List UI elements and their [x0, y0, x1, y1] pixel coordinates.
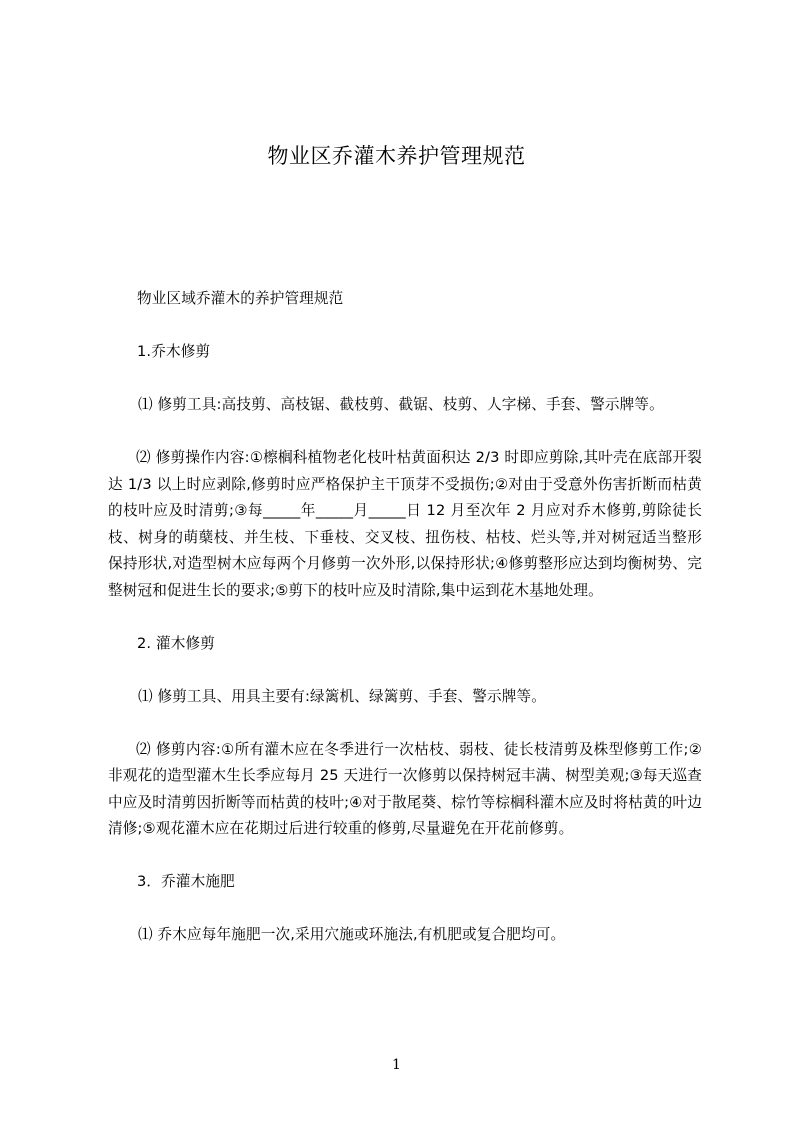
- section-heading-shrub-pruning: 2. 灌木修剪: [137, 634, 215, 652]
- page-number: 1: [392, 1057, 401, 1073]
- intro-line: 物业区域乔灌木的养护管理规范: [137, 290, 344, 307]
- shrub-pruning-content: ⑵ 修剪内容:①所有灌木应在冬季进行一次枯枝、弱枝、徒长枝清剪及株型修剪工作;②非观花的造型灌木生长季应每月 25 天进行一次修剪以保持树冠丰满、树型美观;③每天巡查中应及时清剪因折断等而枯黄的枝叶;④对于散尾葵、棕竹等棕榈科灌木应及时将枯黄的叶边清修;⑤观花灌木应在花期过后进行较重的修剪,尽量避免在开花前修剪。: [108, 740, 702, 837]
- tree-pruning-operations: ⑵ 修剪操作内容:①檫榈科植物老化枝叶枯黄面积达 2/3 时即应剪除,其叶壳在底部开裂达 1/3 以上时应剥除,修剪时应严格保护主干顶芽不受损伤;②对由于受意外伤害折断而枯黄的枝叶应及时清剪;③每_____年_____月_____日 12 月至次年 2 月应对乔木修剪,剪除徒长枝、树身的萌蘖枝、并生枝、下垂枝、交叉枝、扭伤枝、枯枝、烂头等,并对树冠适当整形保持形状,对造型树木应每两个月修剪一次外形,以保持形状;④修剪整形应达到均衡树势、完整树冠和促进生长的要求;⑤剪下的枝叶应及时清除,集中运到花木基地处理。: [108, 449, 702, 599]
- tree-fertilizing: ⑴ 乔木应每年施肥一次,采用穴施或环施法,有机肥或复合肥均可。: [138, 926, 566, 943]
- page-title: 物业区乔灌木养护管理规范: [267, 144, 526, 168]
- tree-pruning-tools: ⑴ 修剪工具:高技剪、高枝锯、截枝剪、截锯、枝剪、人字梯、手套、警示牌等。: [138, 396, 664, 413]
- document-body: [108, 286, 702, 975]
- section-heading-tree-pruning: 1.乔木修剪: [137, 343, 211, 360]
- shrub-pruning-tools: ⑴ 修剪工具、用具主要有:绿篱机、绿篱剪、手套、警示牌等。: [138, 687, 546, 705]
- section-heading-fertilizing: 3．乔灌木施肥: [137, 873, 235, 890]
